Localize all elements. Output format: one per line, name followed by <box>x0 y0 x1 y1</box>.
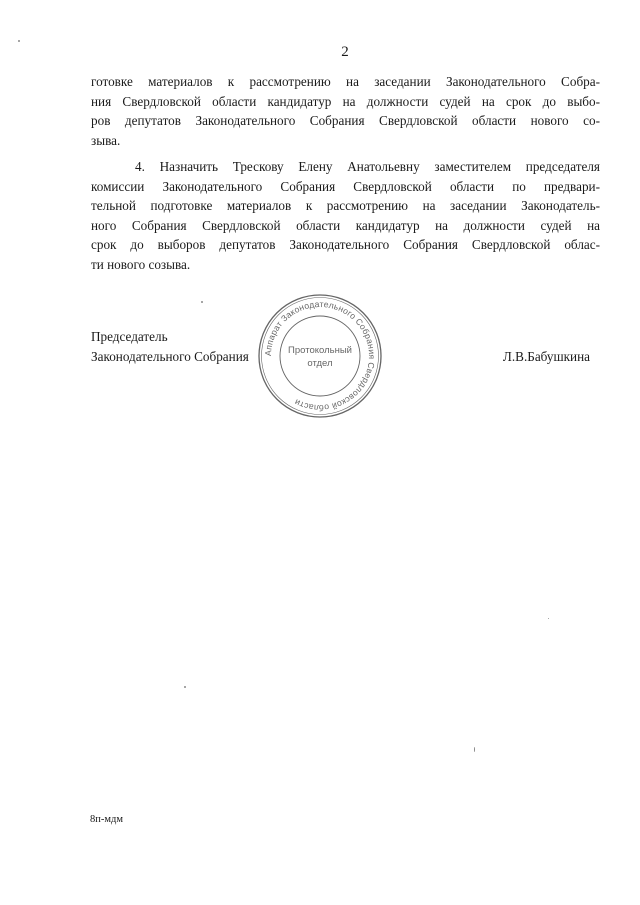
stamp-seal <box>256 292 384 420</box>
stamp-center-line2: отдел <box>307 358 333 369</box>
body-text <box>91 72 600 274</box>
document-code: 8п-мдм <box>90 814 123 825</box>
text-line: тельной подготовке материалов к рассмотрению на заседании Законодатель- <box>91 198 600 213</box>
stamp-outer-ring-inner <box>262 298 379 415</box>
text-line: ния Свердловской области кандидатур на должности судей на срок до выбо- <box>91 93 600 109</box>
paragraph-continuation <box>91 72 600 150</box>
scan-speck <box>18 40 20 42</box>
text-line: ного Собрания Свердловской области кандидатур на должности судей на <box>91 217 600 233</box>
stamp-inner-ring <box>280 316 360 396</box>
scan-speck <box>474 747 475 752</box>
text-line: зыва. <box>91 132 121 148</box>
paragraph-item-4 <box>91 157 600 274</box>
stamp-outer-ring <box>259 295 381 417</box>
text-line: ров депутатов Законодательного Собрания Свердловской области нового со- <box>91 113 600 128</box>
page-number: 2 <box>341 44 349 60</box>
stamp-center-line1: Протокольный <box>288 345 352 356</box>
scan-speck <box>548 618 549 619</box>
signatory-title-line2: Законодательного Собрания <box>91 348 249 364</box>
text-line: срок до выборов депутатов Законодательного Собрания Свердловской облас- <box>91 237 600 252</box>
signatory-title-line1: Председатель <box>91 329 168 344</box>
text-line: готовке материалов к рассмотрению на заседании Законодательного Собра- <box>91 74 600 89</box>
signatory-name: Л.В.Бабушкина <box>502 348 590 364</box>
text-line: комиссии Законодательного Собрания Свердловской области по предвари- <box>91 178 600 194</box>
scan-speck <box>184 686 186 688</box>
text-line: 4. Назначить Трескову Елену Анатольевну заместителем председателя <box>135 159 600 174</box>
stamp-ring-text: Аппарат Законодательного Собрания Свердловской области <box>262 298 378 414</box>
text-line: ти нового созыва. <box>91 256 191 272</box>
scan-speck <box>201 301 203 303</box>
